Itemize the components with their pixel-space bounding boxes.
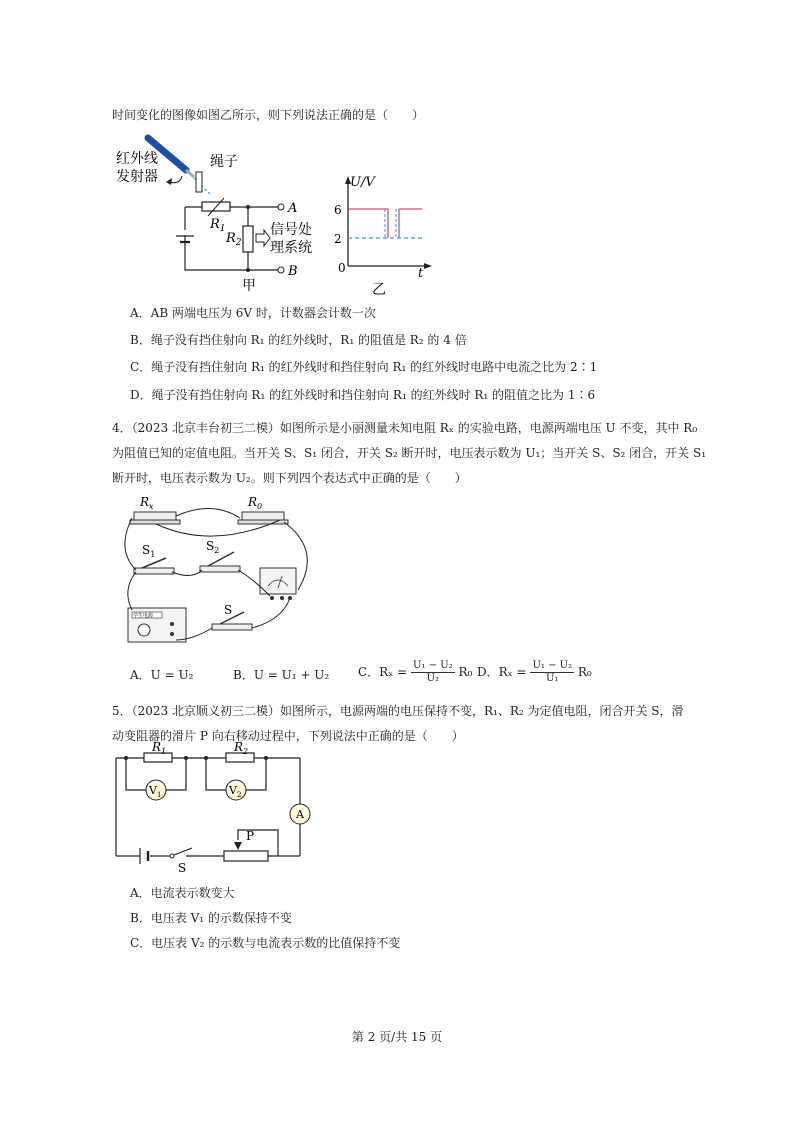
q4-option-d: D．Rₓ = $\frac{\text{U₁ − U₂}}{\text{U₁}}$ R₀ xyxy=(477,660,592,684)
processor-label-1: 信号处 xyxy=(270,222,312,238)
r2-resistor xyxy=(226,753,254,762)
caption-yi: 乙 xyxy=(372,282,386,298)
s-switch-label: S xyxy=(224,603,233,617)
svg-text:S1: $S_1$ xyxy=(142,543,156,559)
processor-label-2: 理系统 xyxy=(270,240,312,256)
svg-text:V2: $V_2$ xyxy=(229,784,242,799)
voltmeter-icon xyxy=(260,568,296,600)
q5-option-b: B．电压表 V₁ 的示数保持不变 xyxy=(130,911,292,925)
switch-s-label: S xyxy=(178,861,187,875)
svg-text:V1: $V_1$ xyxy=(149,784,162,799)
s1-switch-icon xyxy=(134,558,174,574)
terminal-b: B xyxy=(288,264,298,279)
svg-text:S2: $S_2$ xyxy=(206,539,220,555)
svg-text:R0: $R_0$ xyxy=(248,495,263,511)
q4-option-b: B．U = U₁ + U₂ xyxy=(233,668,330,682)
q3-option-c: C．绳子没有挡住射向 R₁ 的红外线时和挡住射向 R₁ 的红外线时电路中电流之比为 2∶1 xyxy=(130,360,598,374)
q3-voltage-graph xyxy=(330,168,440,298)
svg-text:R1: $R_1$ xyxy=(210,217,226,234)
slider-p-label: P xyxy=(246,829,255,843)
q5-stem-line-2: 动变阻器的滑片 P 向右移动过程中，下列说法中正确的是（ ） xyxy=(112,729,464,743)
q3-circuit-figure xyxy=(110,130,330,300)
q3-option-d: D．绳子没有挡住射向 R₁ 的红外线时和挡住射向 R₁ 的红外线时 R₁ 的阻值之比为 1∶6 xyxy=(130,388,596,402)
ammeter-label: A xyxy=(296,808,304,821)
q4-stem-line-1: 4．（2023 北京丰台初三二模）如图所示是小丽测量未知电阻 Rₓ 的实验电路，电源两端电压 U 不变，其中 R₀ xyxy=(112,421,698,435)
q3-stem-tail: 时间变化的图像如图乙所示，则下列说法正确的是（ ） xyxy=(112,108,425,122)
q5-circuit-figure xyxy=(108,740,318,878)
graph-tick-6: 6 xyxy=(334,203,342,217)
svg-text:R2: $R_2$ xyxy=(234,740,249,756)
q5-option-c: C．电压表 V₂ 的示数与电流表示数的比值保持不变 xyxy=(130,936,401,950)
q3-option-b: B．绳子没有挡住射向 R₁ 的红外线时，R₁ 的阻值是 R₂ 的 4 倍 xyxy=(130,333,467,347)
slider-p-icon xyxy=(234,842,242,850)
power-supply-label: 学生电源 xyxy=(133,613,154,619)
q4-option-c: C．Rₓ = $\frac{\text{U₁ − U₂}}{\text{U₂}}$ R₀ xyxy=(358,660,473,684)
page-footer: 第 2 页/共 15 页 xyxy=(351,1030,443,1044)
q4-stem-line-2: 为阻值已知的定值电阻。当开关 S、S₁ 闭合，开关 S₂ 断开时，电压表示数为 U₁；当开关 S、S₂ 闭合，开关 S₁ xyxy=(112,446,707,460)
q4-option-a: A．U = U₂ xyxy=(130,668,194,682)
q5-stem-line-1: 5．（2023 北京顺义初三二模）如图所示，电源两端的电压保持不变，R₁、R₂ 为定值电阻，闭合开关 S，滑 xyxy=(112,704,684,718)
caption-jia: 甲 xyxy=(242,278,256,294)
r2-resistor xyxy=(243,226,253,252)
rope-label: 绳子 xyxy=(210,154,238,170)
s2-switch-icon xyxy=(200,552,240,572)
graph-tick-2: 2 xyxy=(334,232,342,246)
terminal-a: A xyxy=(288,201,298,216)
svg-text:Rx: $R_x$ xyxy=(140,495,154,511)
graph-xlabel: t xyxy=(418,266,424,281)
infrared-label-2: 发射器 xyxy=(116,169,158,185)
q4-experiment-figure xyxy=(112,490,322,650)
q3-option-a: A．AB 两端电压为 6V 时，计数器会计数一次 xyxy=(130,306,376,320)
graph-ylabel: U/V xyxy=(350,175,375,190)
infrared-label-1: 红外线 xyxy=(116,151,158,167)
r1-resistor xyxy=(144,753,172,762)
signal-arrow-icon xyxy=(256,230,270,246)
q5-option-a: A．电流表示数变大 xyxy=(130,886,235,900)
r0-resistor-icon xyxy=(238,512,288,524)
rx-resistor-icon xyxy=(130,512,180,524)
svg-text:R1: $R_1$ xyxy=(152,740,167,756)
svg-text:R2: $R_2$ xyxy=(226,231,242,248)
graph-origin: 0 xyxy=(338,261,346,275)
q4-stem-line-3: 断开时，电压表示数为 U₂。则下列四个表达式中正确的是（ ） xyxy=(112,471,467,485)
rheostat xyxy=(224,851,268,861)
